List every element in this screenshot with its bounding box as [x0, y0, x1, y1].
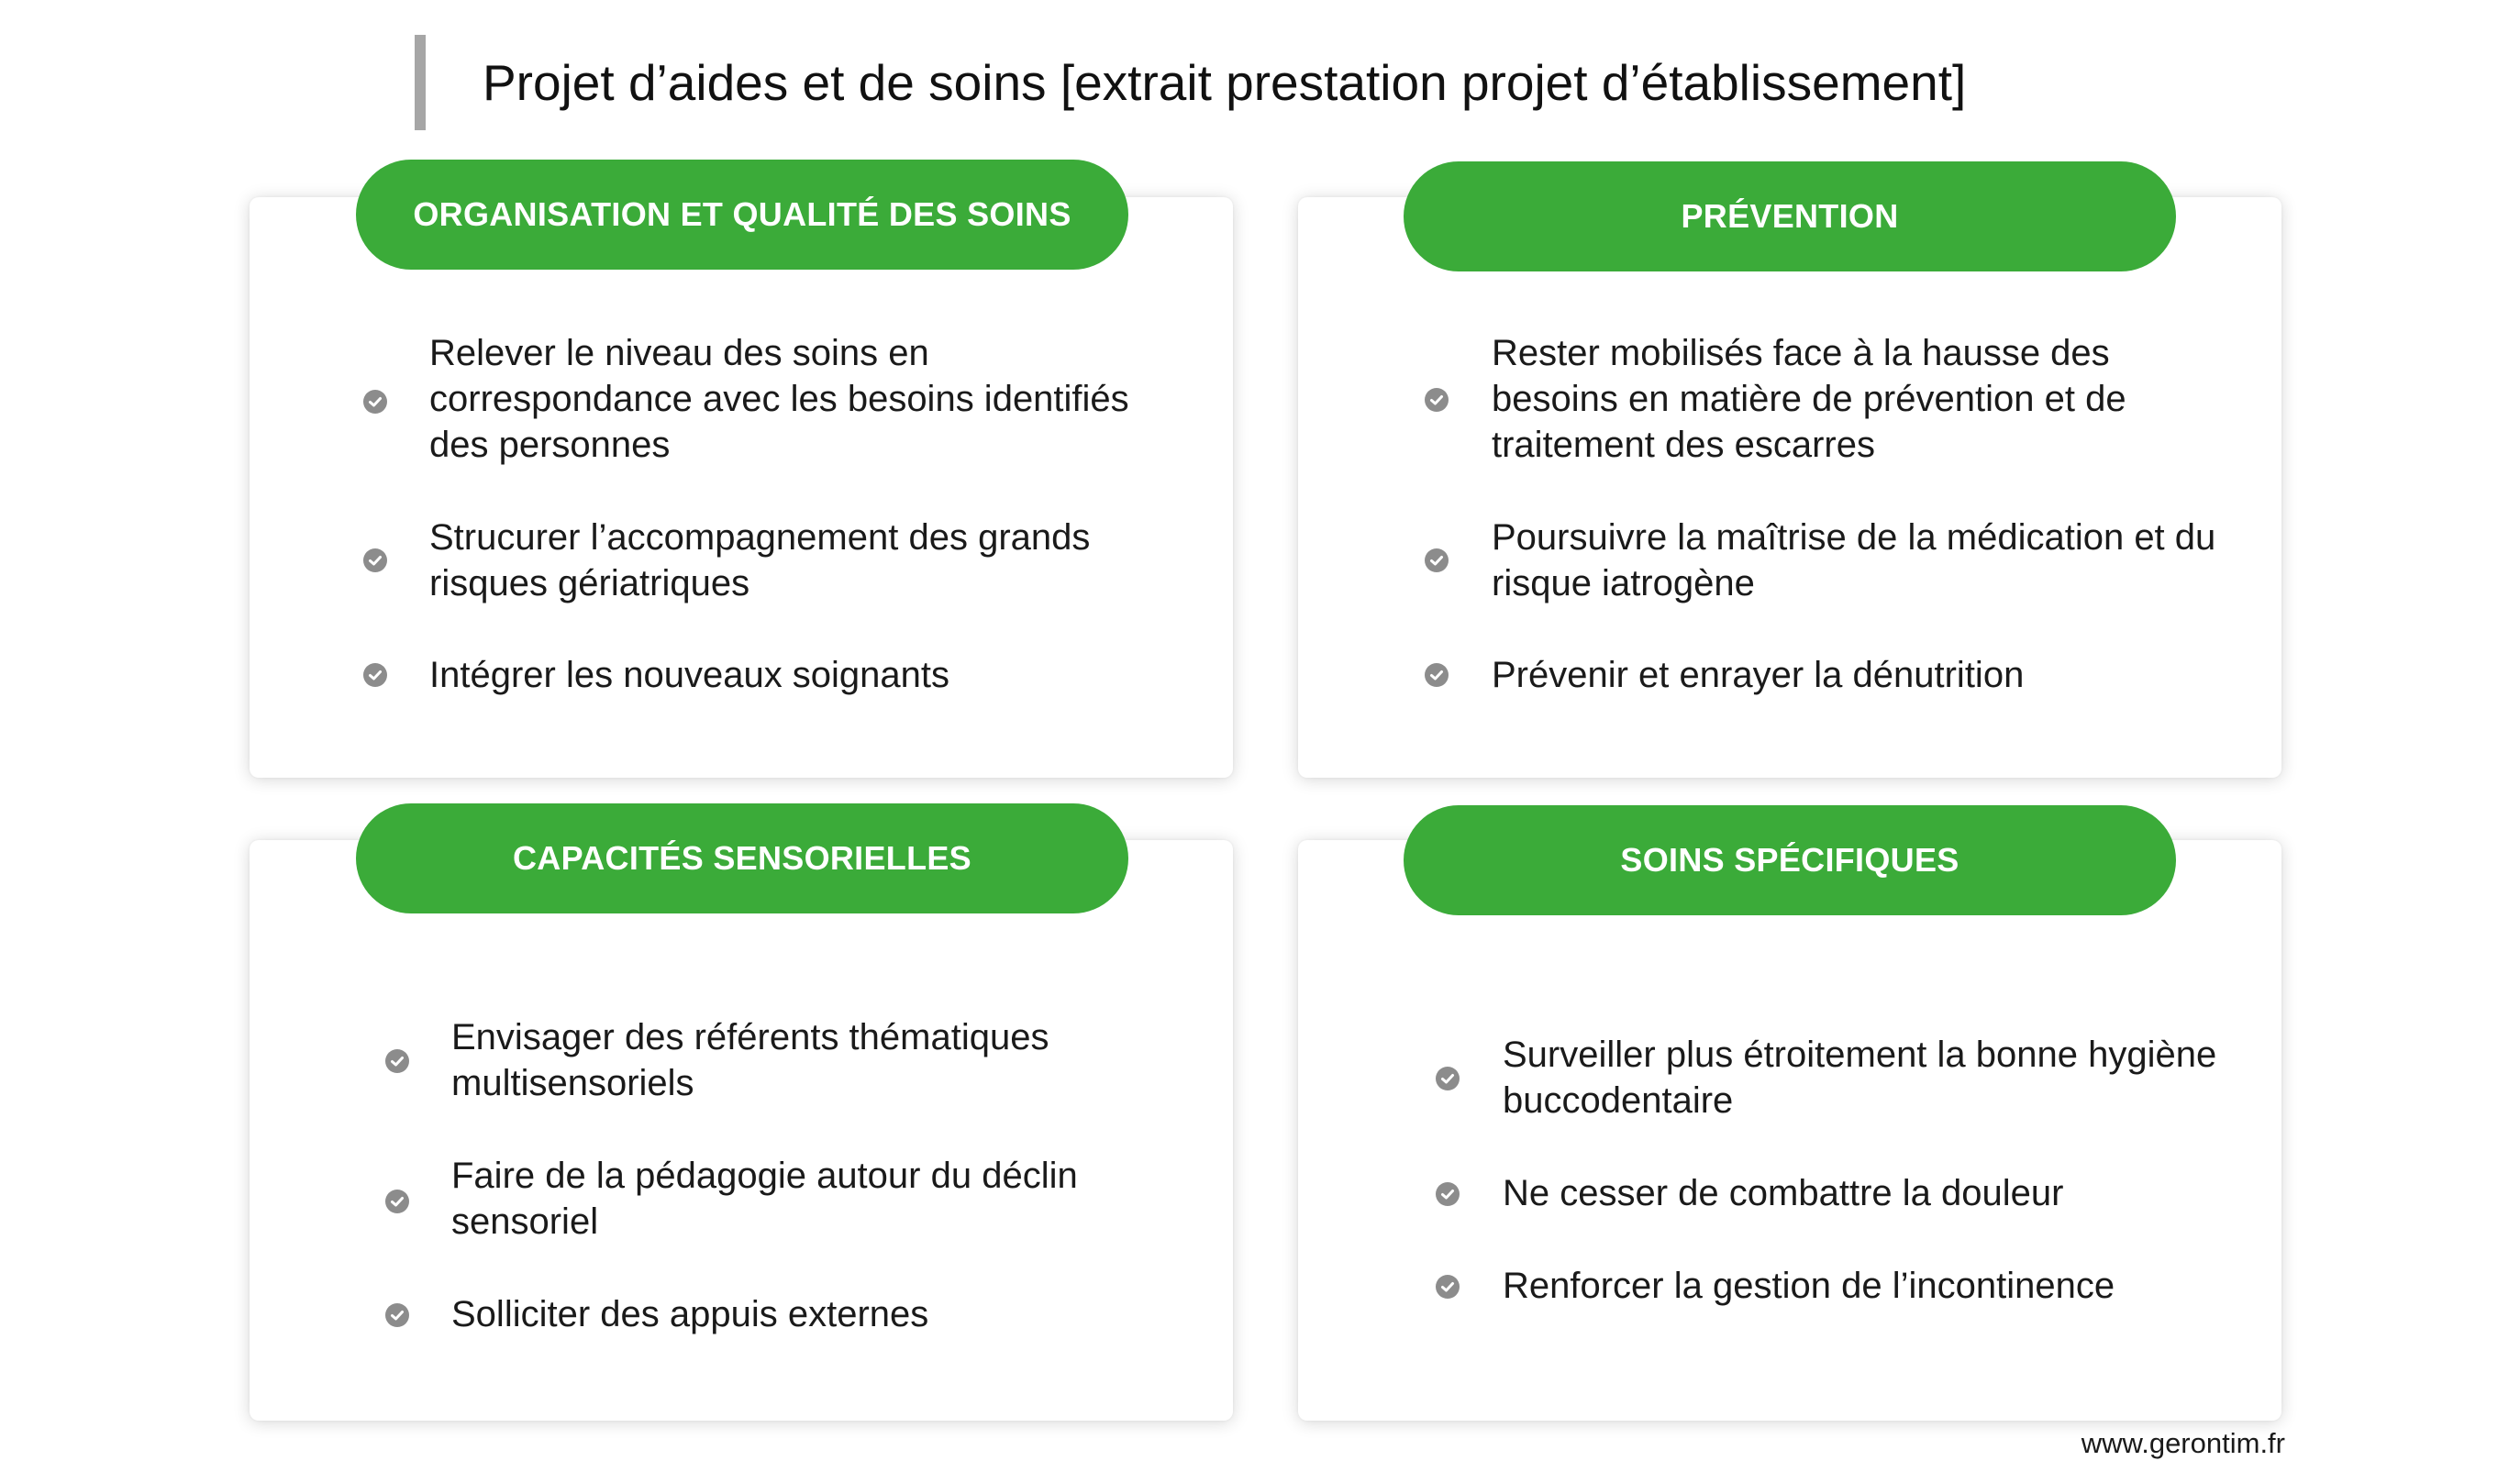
- list-item-text: Relever le niveau des soins en correspondance avec les besoins identifiés des personnes: [429, 333, 1129, 465]
- title-accent-bar: [415, 35, 426, 130]
- list-item-text: Renforcer la gestion de l’incontinence: [1503, 1266, 2115, 1306]
- card-header: ORGANISATION ET QUALITÉ DES SOINS: [356, 160, 1128, 270]
- page-title: Projet d’aides et de soins [extrait prestation projet d’établissement]: [483, 54, 1967, 111]
- check-circle-icon: [363, 663, 387, 687]
- check-circle-icon: [1425, 548, 1449, 572]
- card-header: CAPACITÉS SENSORIELLES: [356, 803, 1128, 913]
- list-item-text: Intégrer les nouveaux soignants: [429, 655, 950, 695]
- card-header: PRÉVENTION: [1404, 161, 2176, 271]
- check-circle-icon: [385, 1049, 409, 1073]
- card-capacites-sensorielles: [250, 840, 1233, 1421]
- list-item-text: Ne cesser de combattre la douleur: [1503, 1173, 2064, 1213]
- check-circle-icon: [363, 548, 387, 572]
- card-header: SOINS SPÉCIFIQUES: [1404, 805, 2176, 915]
- check-circle-icon: [1436, 1182, 1460, 1206]
- check-circle-icon: [1436, 1275, 1460, 1299]
- list-item-text: Prévenir et enrayer la dénutrition: [1492, 655, 2025, 695]
- list-item-text: Poursuivre la maîtrise de la médication et du risque iatrogène: [1492, 517, 2216, 603]
- check-circle-icon: [1425, 388, 1449, 412]
- list-item-text: Envisager des référents thématiques multisensoriels: [451, 1017, 1049, 1103]
- check-circle-icon: [385, 1190, 409, 1213]
- list-item-text: Strucurer l’accompagnement des grands risques gériatriques: [429, 517, 1091, 603]
- check-circle-icon: [385, 1303, 409, 1327]
- check-circle-icon: [1436, 1067, 1460, 1090]
- card-organisation-qualite: [250, 197, 1233, 778]
- list-item-text: Faire de la pédagogie autour du déclin sensoriel: [451, 1156, 1078, 1242]
- check-circle-icon: [363, 390, 387, 414]
- list-item-text: Rester mobilisés face à la hausse des besoins en matière de prévention et de traitement des escarres: [1492, 333, 2126, 465]
- footer-website: www.gerontim.fr: [2081, 1427, 2285, 1459]
- list-item-text: Surveiller plus étroitement la bonne hygiène buccodentaire: [1503, 1035, 2217, 1121]
- list-item-text: Solliciter des appuis externes: [451, 1294, 929, 1334]
- card-soins-specifiques: [1298, 840, 2281, 1421]
- check-circle-icon: [1425, 663, 1449, 687]
- card-prevention: [1298, 197, 2281, 778]
